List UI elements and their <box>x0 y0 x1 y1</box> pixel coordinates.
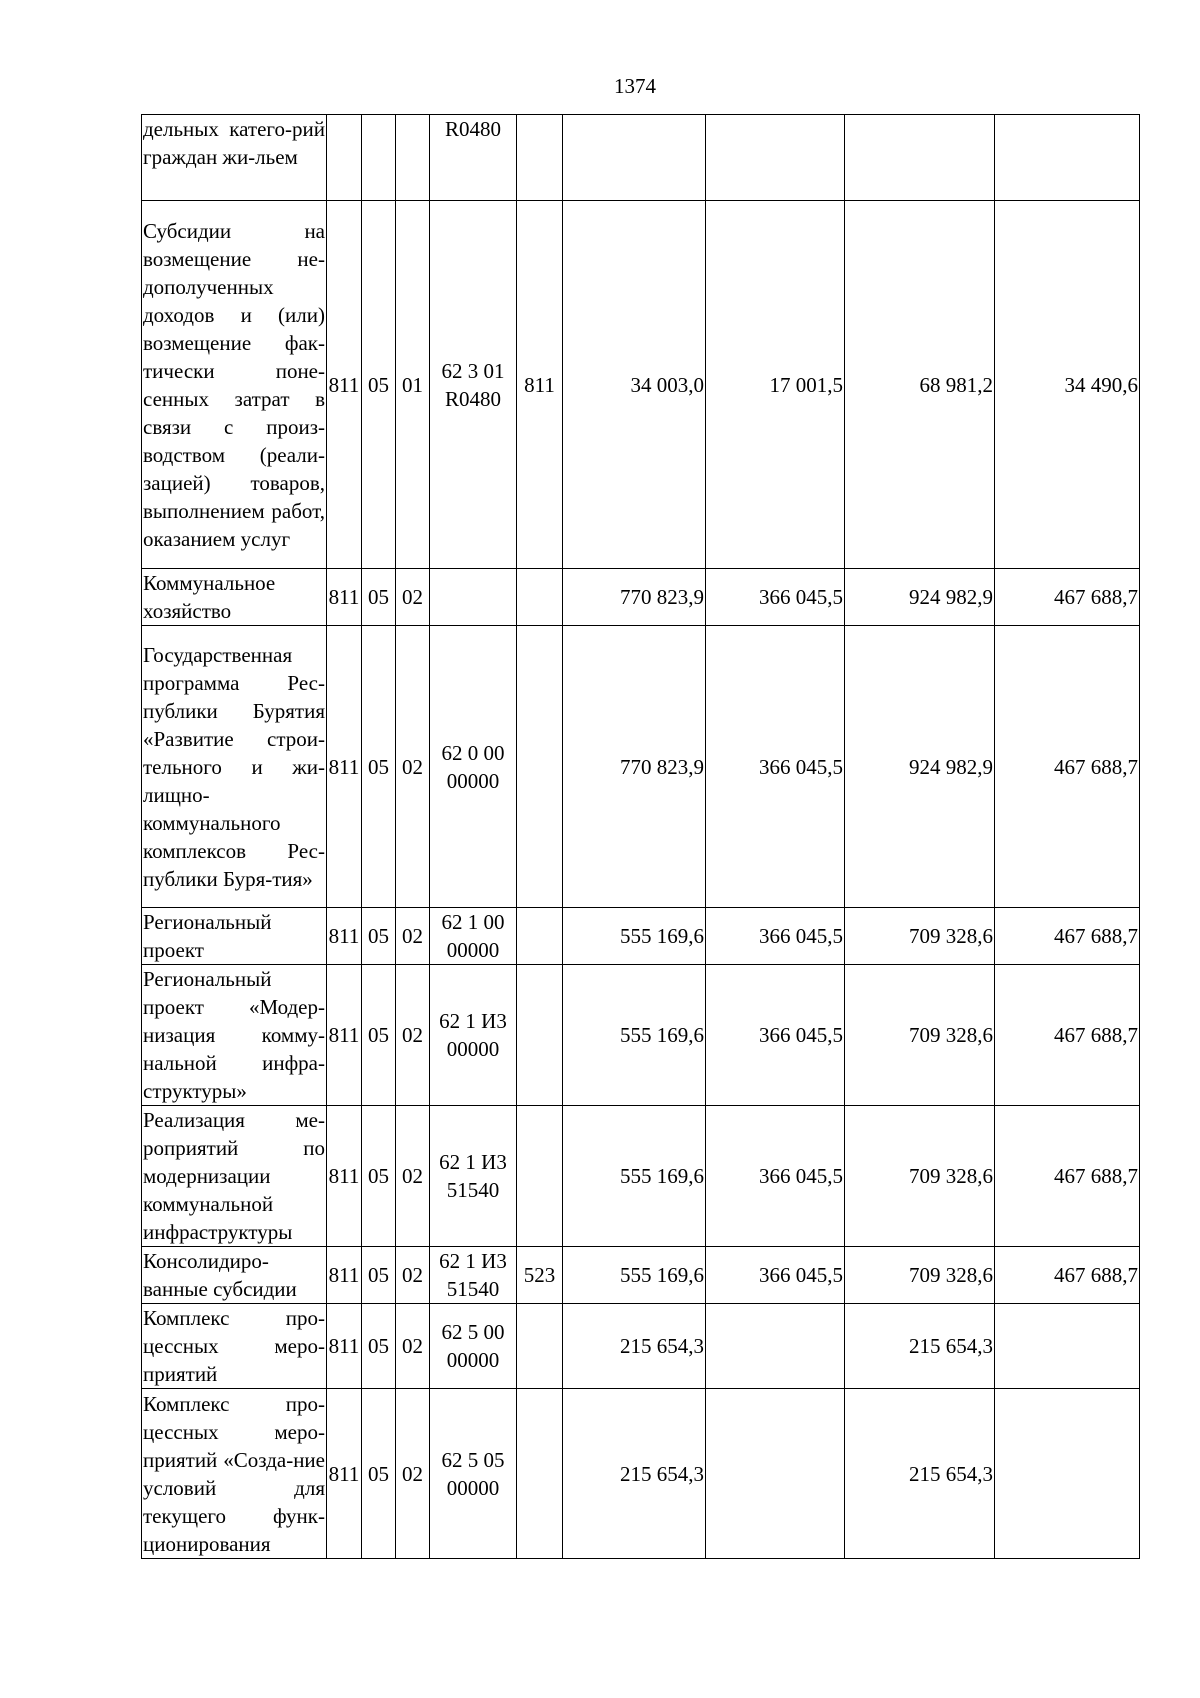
amount-1: 770 823,9 <box>563 569 706 626</box>
target-item-code: 62 1 И3 51540 <box>430 1106 517 1247</box>
row-name: Региональный проект «Модер-низация комму-нальной инфра-структуры» <box>142 965 327 1106</box>
ved-code: 811 <box>327 626 362 908</box>
target-item-code: R0480 <box>430 115 517 201</box>
subsection-code: 02 <box>396 1247 430 1304</box>
table-row <box>142 1389 1140 1559</box>
amount-3: 215 654,3 <box>845 1304 995 1389</box>
expense-type-code <box>517 626 563 908</box>
amount-3: 709 328,6 <box>845 965 995 1106</box>
amount-4 <box>995 1304 1140 1389</box>
table-row <box>142 1304 1140 1389</box>
row-name: дельных катего-рий граждан жи-льем <box>142 115 327 201</box>
ved-code: 811 <box>327 1106 362 1247</box>
page-number: 1374 <box>614 74 656 98</box>
ved-code: 811 <box>327 965 362 1106</box>
section-code: 05 <box>362 908 396 965</box>
amount-3: 709 328,6 <box>845 908 995 965</box>
amount-2: 17 001,5 <box>706 201 845 569</box>
expense-type-code <box>517 115 563 201</box>
expense-type-code <box>517 908 563 965</box>
amount-1: 555 169,6 <box>563 1106 706 1247</box>
subsection-code: 02 <box>396 569 430 626</box>
ved-code: 811 <box>327 1389 362 1559</box>
amount-2: 366 045,5 <box>706 569 845 626</box>
table-row <box>142 1247 1140 1304</box>
amount-1: 770 823,9 <box>563 626 706 908</box>
amount-2: 366 045,5 <box>706 626 845 908</box>
amount-4: 467 688,7 <box>995 965 1140 1106</box>
amount-4 <box>995 115 1140 201</box>
amount-4: 467 688,7 <box>995 569 1140 626</box>
table-row <box>142 115 1140 201</box>
section-code: 05 <box>362 1389 396 1559</box>
section-code: 05 <box>362 965 396 1106</box>
target-item-code <box>430 569 517 626</box>
section-code: 05 <box>362 569 396 626</box>
amount-1: 215 654,3 <box>563 1389 706 1559</box>
amount-2: 366 045,5 <box>706 1106 845 1247</box>
amount-2: 366 045,5 <box>706 965 845 1106</box>
expense-type-code: 811 <box>517 201 563 569</box>
amount-3: 924 982,9 <box>845 569 995 626</box>
subsection-code: 02 <box>396 965 430 1106</box>
amount-1: 555 169,6 <box>563 1247 706 1304</box>
subsection-code <box>396 115 430 201</box>
target-item-code: 62 5 00 00000 <box>430 1304 517 1389</box>
target-item-code: 62 5 05 00000 <box>430 1389 517 1559</box>
amount-1: 555 169,6 <box>563 908 706 965</box>
expense-type-code <box>517 965 563 1106</box>
row-name: Комплекс про-цессных меро-приятий «Созда-ние условий для текущего функ-ционирования <box>142 1389 327 1559</box>
ved-code <box>327 115 362 201</box>
amount-4: 34 490,6 <box>995 201 1140 569</box>
amount-3: 924 982,9 <box>845 626 995 908</box>
section-code: 05 <box>362 1106 396 1247</box>
expense-type-code <box>517 569 563 626</box>
section-code: 05 <box>362 201 396 569</box>
subsection-code: 02 <box>396 908 430 965</box>
expense-type-code <box>517 1304 563 1389</box>
amount-2: 366 045,5 <box>706 1247 845 1304</box>
amount-2 <box>706 1389 845 1559</box>
subsection-code: 02 <box>396 626 430 908</box>
target-item-code: 62 1 И3 51540 <box>430 1247 517 1304</box>
section-code: 05 <box>362 626 396 908</box>
section-code: 05 <box>362 1247 396 1304</box>
subsection-code: 02 <box>396 1304 430 1389</box>
table-row <box>142 626 1140 908</box>
row-name: Субсидии на возмещение не-дополученных доходов и (или) возмещение фак-тически поне-сенных затрат в связи с произ-водством (реали-зацией) товаров, выполнением работ, оказанием услуг <box>142 201 327 569</box>
amount-4: 467 688,7 <box>995 1106 1140 1247</box>
section-code: 05 <box>362 1304 396 1389</box>
table-row <box>142 908 1140 965</box>
ved-code: 811 <box>327 1247 362 1304</box>
amount-4 <box>995 1389 1140 1559</box>
amount-1: 34 003,0 <box>563 201 706 569</box>
ved-code: 811 <box>327 201 362 569</box>
table-row <box>142 569 1140 626</box>
amount-3: 709 328,6 <box>845 1247 995 1304</box>
subsection-code: 02 <box>396 1106 430 1247</box>
ved-code: 811 <box>327 569 362 626</box>
row-name: Государственная программа Рес-публики Бурятия «Развитие строи-тельного и жи-лищно-коммунального комплексов Рес-публики Буря-тия» <box>142 626 327 908</box>
amount-1: 555 169,6 <box>563 965 706 1106</box>
amount-4: 467 688,7 <box>995 626 1140 908</box>
target-item-code: 62 1 И3 00000 <box>430 965 517 1106</box>
expense-type-code <box>517 1106 563 1247</box>
amount-4: 467 688,7 <box>995 908 1140 965</box>
subsection-code: 01 <box>396 201 430 569</box>
target-item-code: 62 0 00 00000 <box>430 626 517 908</box>
target-item-code: 62 1 00 00000 <box>430 908 517 965</box>
row-name: Коммунальное хозяйство <box>142 569 327 626</box>
table-row <box>142 1106 1140 1247</box>
amount-3 <box>845 115 995 201</box>
amount-1: 215 654,3 <box>563 1304 706 1389</box>
target-item-code: 62 3 01 R0480 <box>430 201 517 569</box>
subsection-code: 02 <box>396 1389 430 1559</box>
table-row <box>142 965 1140 1106</box>
table-row <box>142 201 1140 569</box>
amount-1 <box>563 115 706 201</box>
row-name: Комплекс про-цессных меро-приятий <box>142 1304 327 1389</box>
ved-code: 811 <box>327 908 362 965</box>
amount-3: 709 328,6 <box>845 1106 995 1247</box>
ved-code: 811 <box>327 1304 362 1389</box>
amount-4: 467 688,7 <box>995 1247 1140 1304</box>
row-name: Консолидиро-ванные субсидии <box>142 1247 327 1304</box>
budget-table <box>141 114 1140 1559</box>
amount-2 <box>706 115 845 201</box>
row-name: Реализация ме-роприятий по модернизации коммунальной инфраструктуры <box>142 1106 327 1247</box>
amount-2 <box>706 1304 845 1389</box>
expense-type-code: 523 <box>517 1247 563 1304</box>
amount-2: 366 045,5 <box>706 908 845 965</box>
expense-type-code <box>517 1389 563 1559</box>
amount-3: 215 654,3 <box>845 1389 995 1559</box>
section-code <box>362 115 396 201</box>
row-name: Региональный проект <box>142 908 327 965</box>
amount-3: 68 981,2 <box>845 201 995 569</box>
